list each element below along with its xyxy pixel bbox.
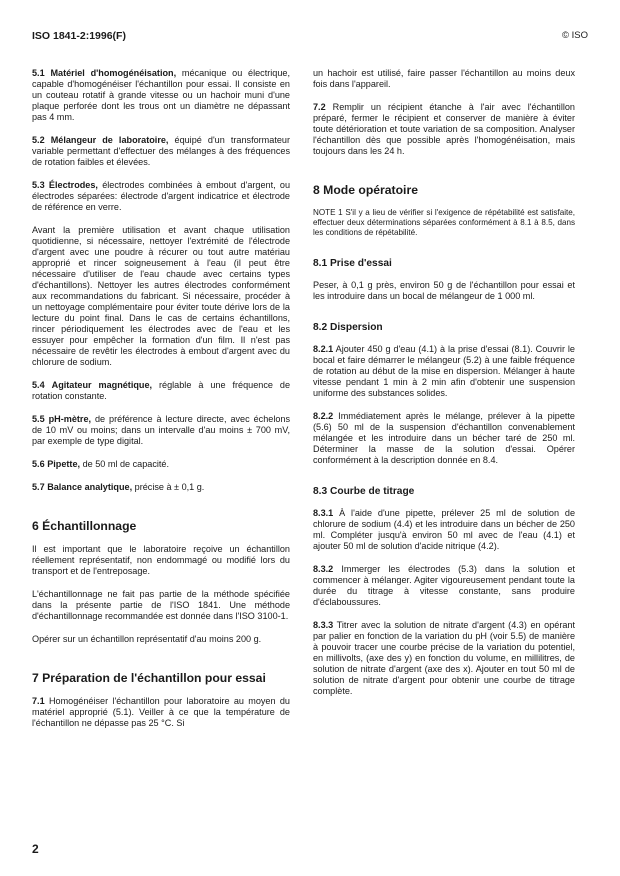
clause-8-3-2: 8.3.2 Immerger les électrodes (5.3) dans la solution et commencer à mélanger. Agiter vigoureusement pendant toute la durée du titrage à vitesse constante, sans produire d'éclaboussures. (313, 564, 575, 607)
note-1: NOTE 1 S'il y a lieu de vérifier si l'exigence de répétabilité est satisfaite, effectuer deux déterminations séparées conformément à 8.1 à 8.5, dans les conditions de répétabilité. (313, 208, 575, 237)
left-column (32, 68, 290, 741)
clause-5-5: 5.5 pH-mètre, de préférence à lecture directe, avec échelons de 10 mV ou moins; dans un intervalle d'au moins ± 700 mV, par exemple de type digital. (32, 414, 291, 446)
page-header (32, 30, 588, 44)
section-6-heading: 6 Échantillonnage (32, 519, 137, 533)
clause-7-2: 7.2 Remplir un récipient étanche à l'air avec l'échantillon préparé, fermer le récipient et conserver de manière à éviter toute détérioration et toute variation de sa composition. Analyser l'échantillon dès que possible après l'homogénéisation, mais toujours dans les 24 h. (313, 102, 575, 156)
right-column (313, 68, 575, 709)
clause-5-6: 5.6 Pipette, de 50 ml de capacité. (32, 459, 170, 469)
clause-8-2-2: 8.2.2 Immédiatement après le mélange, prélever à la pipette (5.6) 50 ml de la suspension d'échantillon convenablement mélangée et les introduire dans un bécher taré de 250 ml. Déterminer la masse de la solution d'essai. Opérer conformément à la description donnée en 8.4. (313, 411, 575, 465)
clause-5-2: 5.2 Mélangeur de laboratoire, équipé d'un transformateur variable permettant d'effectuer des mélanges à des fréquences de rotation faibles et élevées. (32, 135, 290, 167)
section-6-paragraph-3: Opérer sur un échantillon représentatif d'au moins 200 g. (32, 634, 262, 644)
document-id: ISO 1841-2:1996(F) (32, 30, 126, 42)
clause-8-2-1: 8.2.1 Ajouter 450 g d'eau (4.1) à la prise d'essai (8.1). Couvrir le bocal et faire démarrer le mélangeur (5.2) à une faible fréquence de rotation au début de la mise en dispersion. Mélanger à haute vitesse pendant 1 min à 2 min afin d'obtenir une suspension uniforme des substances solides. (313, 344, 575, 398)
section-7-heading: 7 Préparation de l'échantillon pour essai (32, 671, 266, 685)
clause-5-4: 5.4 Agitateur magnétique, réglable à une fréquence de rotation constante. (32, 380, 291, 401)
clause-8-1-heading: 8.1 Prise d'essai (313, 258, 392, 269)
clause-8-3-3: 8.3.3 Titrer avec la solution de nitrate d'argent (4.3) en opérant par palier en fonction de la variation du pH (voir 5.5) de manière à pouvoir tracer une courbe précise de la variation du potentiel, en millivolts, (axe des y) en fonction du volume, en millilitres, de solution de nitrate d'argent (axe des x). Ajouter en tout 50 ml de solution de nitrate d'argent pour obtenir une courbe de titrage complète. (313, 620, 575, 696)
clause-7-1: 7.1 Homogénéiser l'échantillon pour laboratoire au moyen du matériel approprié (5.1). Veiller à ce que la température de l'échantillon ne dépasse pas 25 °C. Si (32, 696, 290, 728)
section-6-paragraph-2: L'échantillonnage ne fait pas partie de la méthode spécifiée dans la présente partie de l'ISO 1841. Une méthode d'échantillonnage recommandée est donnée dans l'ISO 3100-1. (32, 589, 290, 621)
section-8-heading: 8 Mode opératoire (313, 183, 418, 197)
clause-7-1-continued: un hachoir est utilisé, faire passer l'échantillon au moins deux fois dans l'appareil. (313, 68, 575, 89)
clause-8-1-paragraph: Peser, à 0,1 g près, environ 50 g de l'échantillon pour essai et les introduire dans un bocal de mélangeur de 1 000 ml. (313, 280, 575, 301)
page-number: 2 (32, 842, 39, 856)
clause-8-2-heading: 8.2 Dispersion (313, 322, 383, 333)
clause-5-3-paragraph: Avant la première utilisation et avant chaque utilisation quotidienne, si nécessaire, nettoyer l'extrémité de l'électrode d'argent avec une poudre à récurer ou tout autre matériau approprié et rincer soigneusement à l'eau (il peut être nécessaire d'utiliser de l'eau chaude avec certains types d'échantillons). Nettoyer les autres électrodes conformément aux recommandations du fabricant. Si nécessaire, procéder à un nettoyage complémentaire pour éviter toute dérive lors de la lecture du point final. Dans le cas de certains échantillons, rincer périodiquement les électrodes avec de l'eau et les essuyer pour empêcher la formation d'un film. Il n'est pas nécessaire de revêtir les électrodes à embout d'argent avec du chlorure de sodium. (32, 225, 290, 367)
clause-5-1: 5.1 Matériel d'homogénéisation, mécanique ou électrique, capable d'homogénéiser l'échantillon pour essai. Il consiste en un couteau rotatif à grande vitesse ou un hachoir muni d'une plaque perforée dont les trous ont un diamètre ne dépassant pas 4 mm. (32, 68, 290, 122)
copyright-mark: © ISO (561, 30, 588, 41)
clause-5-7: 5.7 Balance analytique, précise à ± 0,1 g. (32, 482, 205, 492)
section-6-paragraph-1: Il est important que le laboratoire reçoive un échantillon réellement représentatif, non endommagé ou modifié lors du transport et de l'entreposage. (32, 544, 290, 576)
clause-5-3: 5.3 Électrodes, électrodes combinées à embout d'argent, ou électrodes séparées: électrode d'argent indicatrice et électrode de référence en verre. (32, 180, 291, 212)
clause-8-3-1: 8.3.1 À l'aide d'une pipette, prélever 25 ml de solution de chlorure de sodium (4.4) et les introduire dans un bécher de 250 ml. Compléter jusqu'à environ 50 ml avec de l'eau (4.1) et ajouter 50 ml de solution d'acide nitrique (4.2). (313, 508, 575, 551)
clause-8-3-heading: 8.3 Courbe de titrage (313, 486, 415, 497)
